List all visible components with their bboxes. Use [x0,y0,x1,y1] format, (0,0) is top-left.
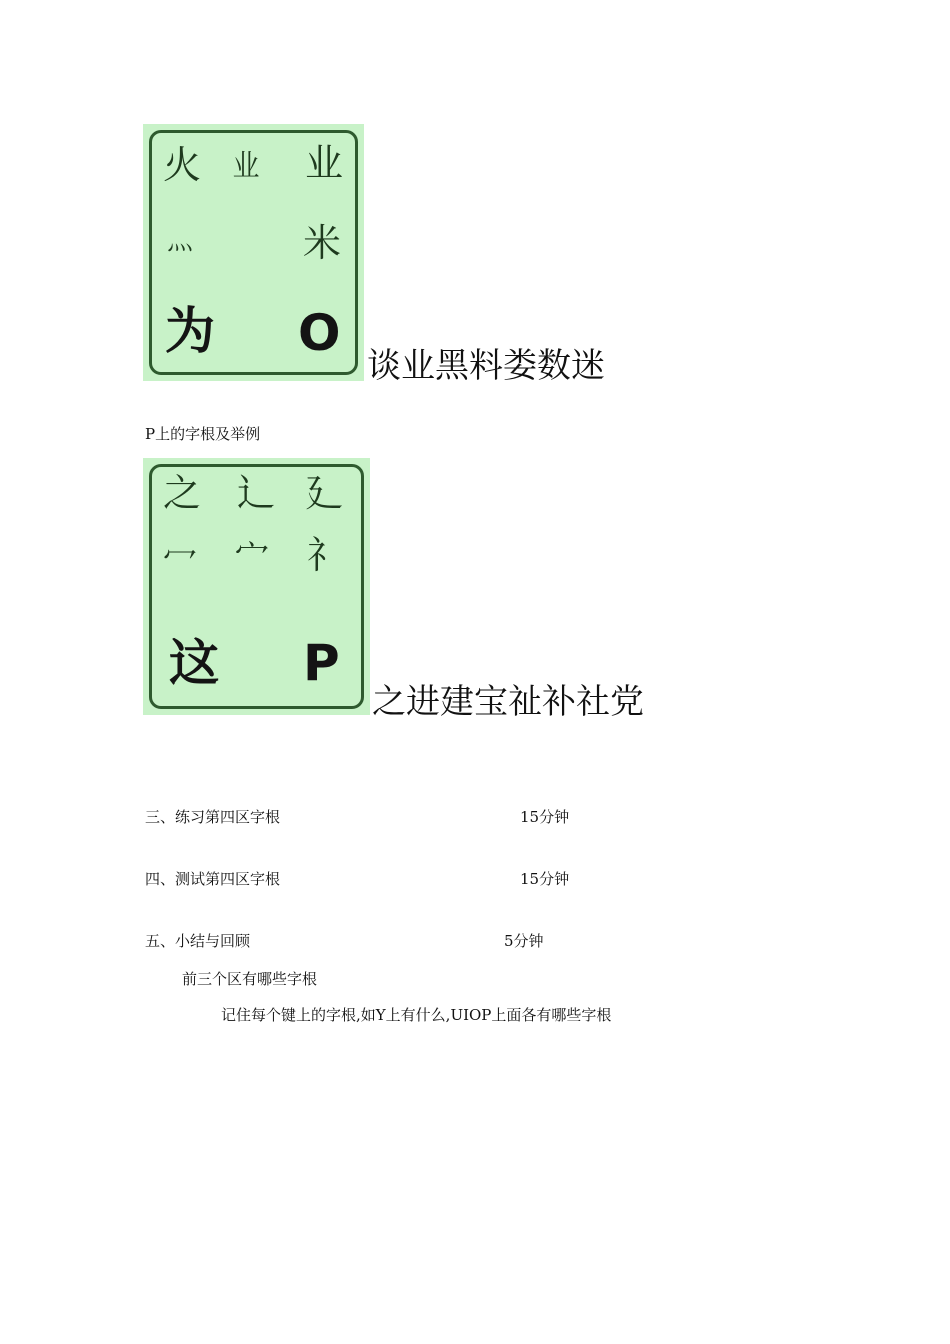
key-card-o [143,124,364,381]
plan-item: 五、小结与回顾 [145,932,251,950]
review-line: 记住每个键上的字根,如Y上有什么,UIOP上面各有哪些字根 [221,1006,612,1024]
root-char: 宀 [235,537,269,577]
root-char: 辶 [237,471,276,515]
caption-p: P上的字根及举例 [145,425,261,443]
root-char: 业 [232,149,260,184]
root-char: 灬 [167,226,194,256]
key-letter: O [298,304,341,362]
plan-time: 15分钟 [520,808,570,826]
root-char: 礻 [307,533,346,577]
root-char: 火 [163,143,202,187]
plan-item: 三、练习第四区字根 [145,808,281,826]
key-o-examples: 谈业黑料娄数迷 [367,346,605,386]
root-char: 之 [163,471,202,515]
root-char: 米 [303,221,342,265]
root-char: 冖 [163,539,197,579]
root-char: 业 [305,141,344,185]
plan-time: 5分钟 [504,932,544,950]
plan-time: 15分钟 [520,870,570,888]
plan-item: 四、测试第四区字根 [145,870,281,888]
review-line: 前三个区有哪些字根 [182,970,318,988]
key-letter: P [303,634,340,692]
root-char: 廴 [305,471,344,515]
example-char: 为 [165,302,215,360]
example-char: 这 [169,634,219,692]
key-p-examples: 之进建宝祉补社党 [372,682,644,722]
key-card-p [143,458,370,715]
